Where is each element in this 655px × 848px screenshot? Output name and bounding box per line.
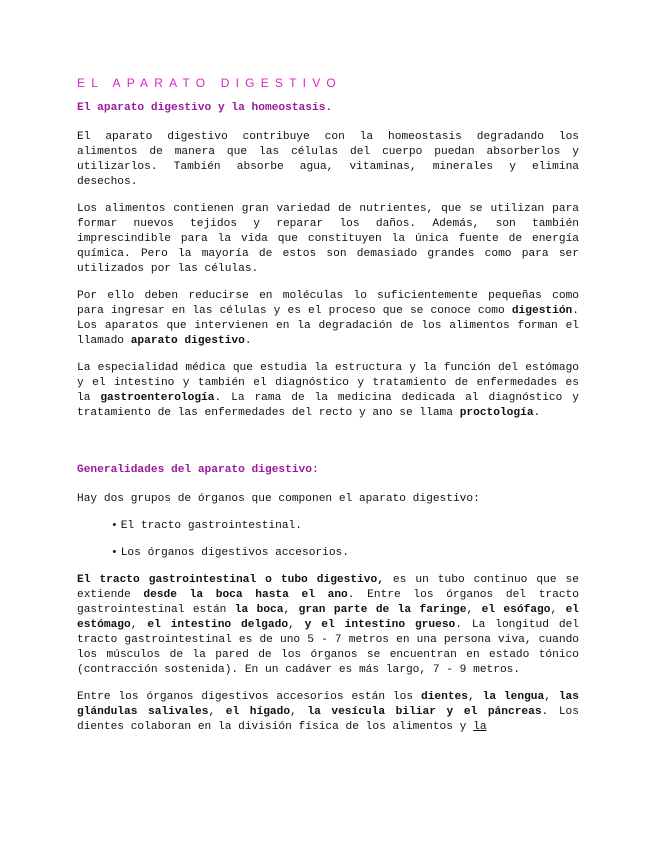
term-aparato-digestivo: aparato digestivo: [130, 335, 245, 347]
paragraph-especialidad: La especialidad médica que estudia la estructura y la función del estómago y el intestino y también el diagnóstico y tratamiento de enfermedades es la gastroenterología. La rama de la medicina dedicada al diagnóstico y tratamiento de las enfermedades del recto y ano se llama proctología.: [77, 362, 579, 419]
section-heading-homeostasis: El aparato digestivo y la homeostasis.: [77, 102, 333, 114]
organ-group-list: [77, 519, 579, 561]
term-digestion: digestión: [511, 305, 573, 317]
section-heading-generalidades: Generalidades del aparato digestivo:: [77, 464, 319, 476]
paragraph-accesorios: Entre los órganos digestivos accesorios están los dientes, la lengua, las glándulas salivales, el hígado, la vesícula biliar y el páncreas. Los dientes colaboran en la división física de los alimentos y la: [77, 691, 579, 733]
paragraph-intro-grupos: Hay dos grupos de órganos que componen el aparato digestivo:: [77, 493, 480, 505]
section-spacer: [77, 433, 579, 463]
paragraph-digestion: Por ello deben reducirse en moléculas lo suficientemente pequeñas como para ingresar en las células y es el proceso que se conoce como digestión. Los aparatos que intervienen en la degradación de los alimentos forman el llamado aparato digestivo.: [77, 290, 579, 347]
document-title: EL APARATO DIGESTIVO: [77, 76, 342, 90]
paragraph-nutrientes: Los alimentos contienen gran variedad de nutrientes, que se utilizan para formar nuevos tejidos y reparar los daños. Además, son también imprescindible para la vida que constituyen la única fuente de energía química. Pero la mayoría de estos son demasiado grandes como para ser utilizados por las células.: [77, 203, 579, 275]
term-proctologia: proctología: [459, 407, 534, 419]
document-page: [77, 76, 579, 747]
underlined-word[interactable]: la: [473, 721, 487, 733]
list-item: • Los órganos digestivos accesorios.: [111, 546, 579, 561]
paragraph-homeostasis: El aparato digestivo contribuye con la homeostasis degradando los alimentos de manera que las células del cuerpo puedan absorberlos y utilizarlos. También absorbe agua, vitaminas, minerales y elimina desechos.: [77, 131, 579, 188]
list-item: • El tracto gastrointestinal.: [111, 519, 579, 534]
paragraph-tracto: El tracto gastrointestinal o tubo digestivo, es un tubo continuo que se extiende desde la boca hasta el ano. Entre los órganos del tracto gastrointestinal están la boca, gran parte de la faringe, el esófago, el estómago, el intestino delgado, y el intestino grueso. La longitud del tracto gastrointestinal es de uno 5 - 7 metros en una persona viva, cuando los músculos de la pared de los órganos se encuentran en estado tónico (contracción sostenida). En un cadáver es más largo, 7 - 9 metros.: [77, 574, 579, 676]
term-gastroenterologia: gastroenterología: [100, 392, 215, 404]
